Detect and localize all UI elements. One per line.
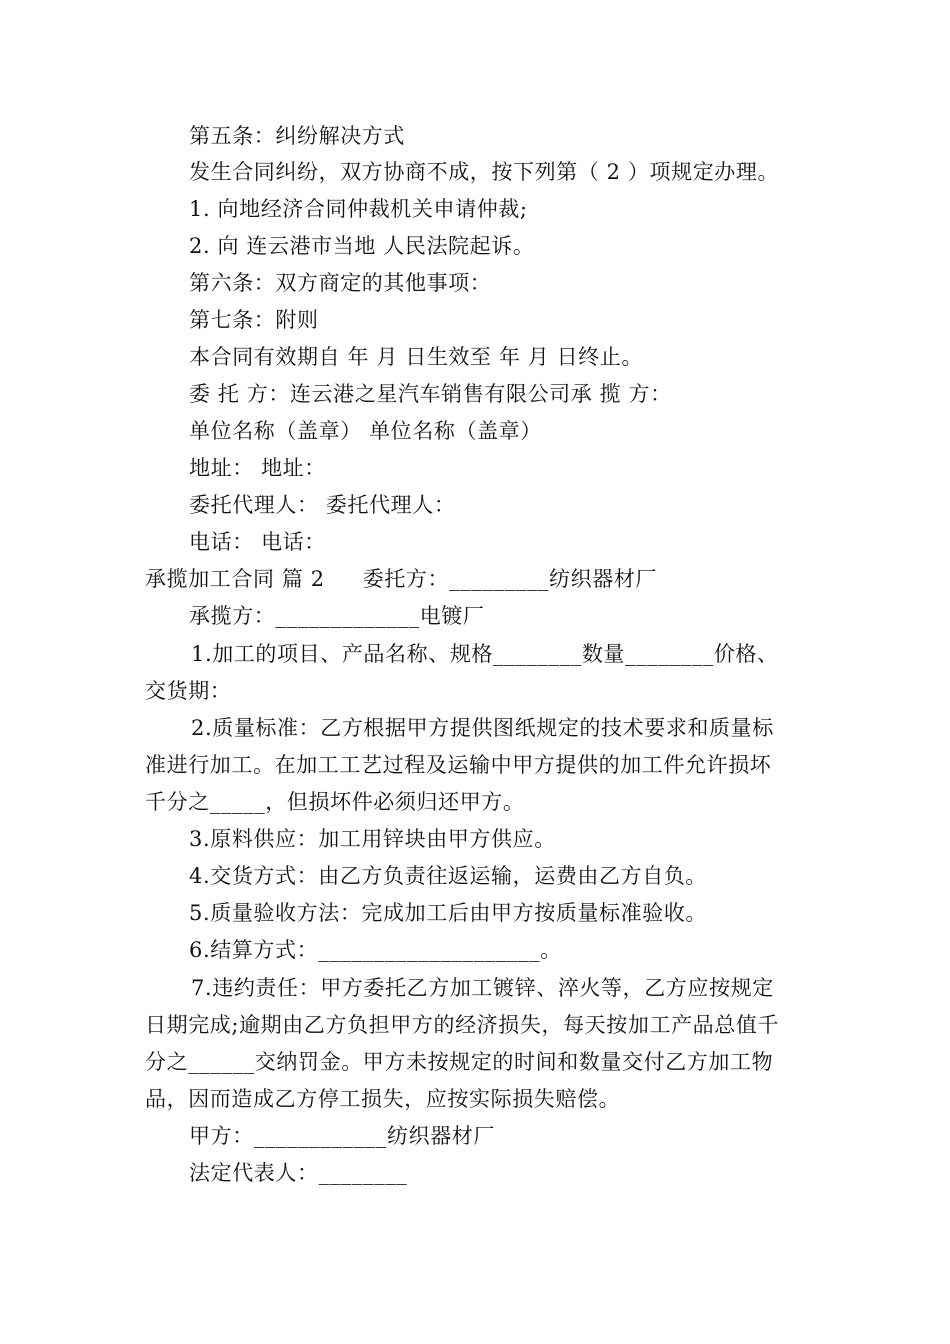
- item-2-line-2: 准进行加工。在加工工艺过程及运输中甲方提供的加工件允许损坏: [145, 753, 772, 777]
- item-1-line-2: 交货期：: [145, 679, 232, 703]
- dispute-option-2: 2. 向 连云港市当地 人民法院起诉。: [189, 234, 535, 258]
- contractor-field: 承揽方：_____________电镀厂: [189, 604, 485, 628]
- contract-2-header-line: [145, 565, 657, 593]
- legal-rep-field: 法定代表人：________: [189, 1161, 408, 1185]
- dispute-option-1: 1. 向地经济合同仲裁机关申请仲裁;: [189, 197, 528, 221]
- item-6: 6.结算方式：____________________。: [189, 938, 562, 962]
- item-3: 3.原料供应：加工用锌块由甲方供应。: [189, 827, 556, 851]
- agent-line: 委托代理人： 委托代理人：: [189, 493, 456, 517]
- article-7-heading: 第七条：附则: [189, 308, 319, 332]
- item-7-line-2: 日期完成;逾期由乙方负担甲方的经济损失，每天按加工产品总值千: [145, 1013, 780, 1037]
- client-field: 委托方：_________纺织器材厂: [362, 567, 658, 591]
- validity-clause: 本合同有效期自 年 月 日生效至 年 月 日终止。: [189, 345, 644, 369]
- unit-name-line: 单位名称（盖章） 单位名称（盖章）: [189, 419, 542, 443]
- item-2-line-3: 千分之_____，但损坏件必须归还甲方。: [145, 790, 525, 814]
- item-7-line-4: 品，因而造成乙方停工损失，应按实际损失赔偿。: [145, 1087, 621, 1111]
- phone-line: 电话： 电话：: [189, 530, 326, 554]
- item-5: 5.质量验收方法：完成加工后由甲方按质量标准验收。: [189, 901, 708, 925]
- dispute-clause: 发生合同纠纷，双方协商不成，按下列第（ 2 ）项规定办理。: [189, 160, 780, 184]
- address-line: 地址： 地址：: [189, 456, 326, 480]
- article-5-heading: 第五条：纠纷解决方式: [189, 124, 405, 148]
- item-2-line-1: 2.质量标准：乙方根据甲方提供图纸规定的技术要求和质量标: [191, 716, 774, 740]
- parties-line: 委 托 方：连云港之星汽车销售有限公司承 揽 方：: [189, 382, 672, 406]
- article-6-heading: 第六条：双方商定的其他事项：: [189, 271, 492, 295]
- item-7-line-1: 7.违约责任：甲方委托乙方加工镀锌、淬火等，乙方应按规定: [191, 976, 774, 1000]
- party-a-field: 甲方：____________纺织器材厂: [189, 1124, 495, 1148]
- contract-2-title: 承揽加工合同 篇 2: [145, 567, 325, 591]
- item-7-line-3: 分之______交纳罚金。甲方未按规定的时间和数量交付乙方加工物: [145, 1050, 774, 1074]
- item-1-line-1: 1.加工的项目、产品名称、规格________数量________价格、: [191, 642, 779, 666]
- item-4: 4.交货方式：由乙方负责往返运输，运费由乙方自负。: [189, 864, 708, 888]
